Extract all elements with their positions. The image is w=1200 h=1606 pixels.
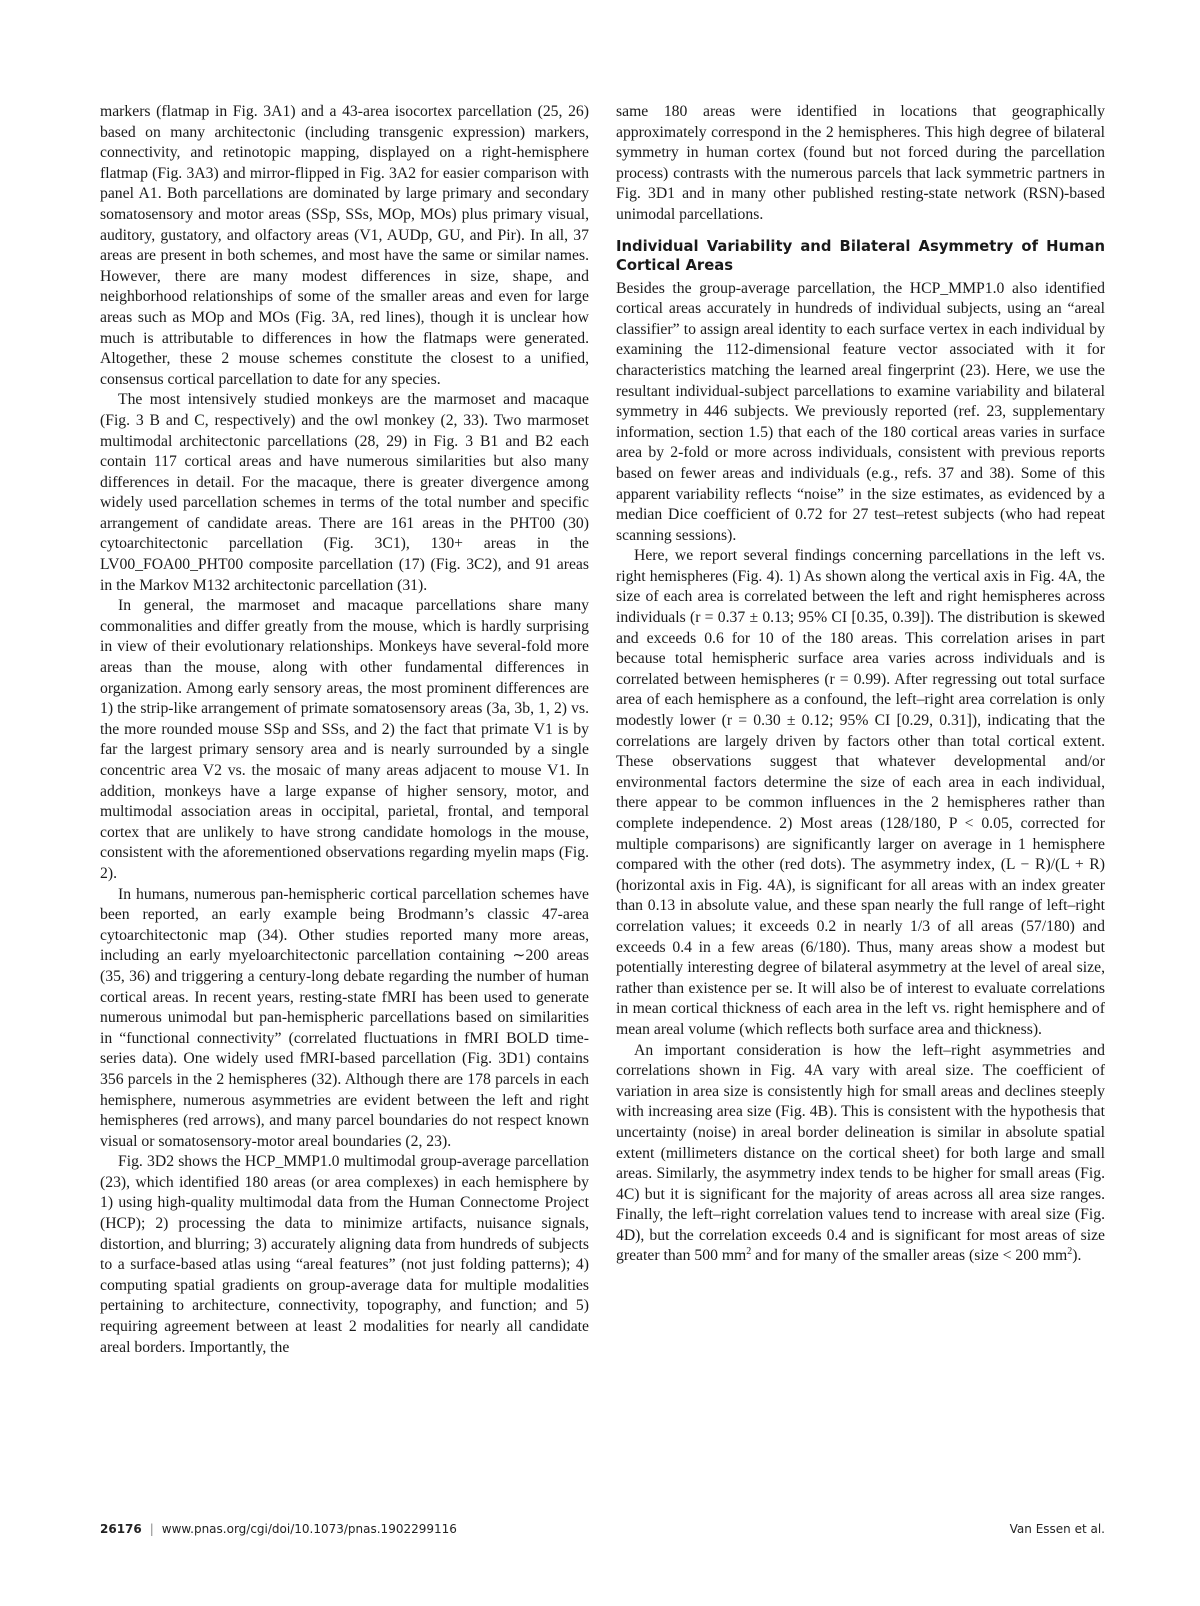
paragraph-monkey-parcellations: The most intensively studied monkeys are the marmoset and macaque (Fig. 3 B and C, respectively) and the owl monkey (2, 33). Two marmoset multimodal architectonic parcellations (28, 29) in Fig. 3 B1 and B2 each contain 117 cortical areas and have numerous similarities but also many differences in detail. For the macaque, there is greater divergence among widely used parcellation schemes in terms of the total number and specific arrangement of candidate areas. There are 161 areas in the PHT00 (30) cytoarchitectonic parcellation (Fig. 3C1), 130+ areas in the LV00_FOA00_PHT00 composite parcellation (17) (Fig. 3C2), and 91 areas in the Markov M132 architectonic parcellation (31). [100, 391, 589, 594]
page-number: 26176 [100, 1522, 142, 1536]
footer-separator: | [149, 1522, 154, 1536]
paragraph-hcp-mmp: Fig. 3D2 shows the HCP_MMP1.0 multimodal group-average parcellation (23), which identified 180 areas (or area complexes) in each hemisphere by 1) using high-quality multimodal data from the Human Connectome Project (HCP); 2) processing the data to minimize artifacts, nuisance signals, distortion, and blurring; 3) accurately aligning data from hundreds of subjects to a surface-based atlas using “areal features” (not just folding patterns); 4) computing spatial gradients on group-average data for multiple modalities pertaining to architecture, connectivity, topography, and function; and 5) requiring agreement between at least 2 modalities for nearly all candidate areal borders. Importantly, the [100, 1153, 589, 1356]
running-authors: Van Essen et al. [1009, 1522, 1105, 1536]
section-heading: Individual Variability and Bilateral Asymmetry of Human Cortical Areas [616, 237, 1105, 274]
paragraph-areal-size [616, 1041, 1105, 1268]
left-column [100, 102, 589, 1358]
paragraph-marmoset-macaque-comparison: In general, the marmoset and macaque parcellations share many commonalities and differ greatly from the mouse, which is hardly surprising in view of their evolutionary relationships. Monkeys have several-fold more areas than the mouse, along with other fundamental differences in organization. Among early sensory areas, the most prominent differences are 1) the strip-like arrangement of primate somatosensory areas (3a, 3b, 1, 2) vs. the more rounded mouse SSp and SSs, and 2) the fact that primate V1 is by far the largest primary sensory area and is nearly surrounded by a single concentric area V2 vs. the mosaic of many areas adjacent to mouse V1. In addition, monkeys have a large expanse of higher sensory, motor, and multimodal association areas in occipital, parietal, frontal, and temporal cortex that are unlikely to have strong candidate homologs in the mouse, consistent with the aforementioned observations regarding myelin maps (Fig. 2). [100, 597, 589, 882]
doi-link[interactable]: www.pnas.org/cgi/doi/10.1073/pnas.1902299116 [161, 1522, 457, 1536]
superscript-2: 2 [1067, 1246, 1073, 1258]
superscript-2: 2 [746, 1246, 752, 1258]
areal-size-text-cont: and for many of the smaller areas (size < 200 mm [751, 1247, 1068, 1265]
page-footer [100, 1522, 1105, 1536]
paragraph-left-right-findings: Here, we report several findings concerning parcellations in the left vs. right hemispheres (Fig. 4). 1) As shown along the vertical axis in Fig. 4A, the size of each area is correlated between the left and right hemispheres across individuals (r = 0.37 ± 0.13; 95% CI [0.35, 0.39]). The distribution is skewed and exceeds 0.6 for 10 of the 180 areas. This correlation arises in part because total hemispheric surface area varies across individuals and is correlated between hemispheres (r = 0.99). After regressing out total surface area of each hemisphere as a confound, the left–right area correlation is only modestly lower (r = 0.30 ± 0.12; 95% CI [0.29, 0.31]), indicating that the correlations are largely driven by factors other than total cortical extent. These observations suggest that whatever developmental and/or environmental factors determine the size of each area in each individual, there appear to be common influences in the 2 hemispheres rather than complete independence. 2) Most areas (128/180, P < 0.05, corrected for multiple comparisons) are significantly larger on average in 1 hemisphere compared with the other (red dots). The asymmetry index, (L − R)/(L + R) (horizontal axis in Fig. 4A), is significant for all areas with an index greater than 0.13 in absolute value, and these span nearly the full range of left–right correlation values; it exceeds 0.2 in nearly 1/3 of all areas (57/180) and exceeds 0.4 in a few areas (6/180). Thus, many areas show a modest but potentially interesting degree of bilateral asymmetry at the level of areal size, rather than existence per se. It will also be of interest to evaluate correlations in mean cortical thickness of each area in the left vs. right hemisphere and of mean areal volume (which reflects both surface area and thickness). [616, 547, 1105, 1038]
right-column [616, 102, 1105, 1267]
paragraph-individual-subjects: Besides the group-average parcellation, the HCP_MMP1.0 also identified cortical areas accurately in hundreds of individual subjects, using an “areal classifier” to assign areal identity to each surface vertex in each individual by examining the 112-dimensional feature vector associated with it for characteristics matching the learned areal fingerprint (23). Here, we use the resultant individual-subject parcellations to examine variability and bilateral symmetry in 446 subjects. We previously reported (ref. 23, supplementary information, section 1.5) that each of the 180 cortical areas varies in surface area by 2-fold or more across individuals, consistent with previous reports based on fewer areas and individuals (e.g., refs. 37 and 38). Some of this apparent variability reflects “noise” in the size estimates, as evidenced by a median Dice coefficient of 0.72 for 27 test–retest subjects (who had repeat scanning sessions). [616, 279, 1105, 544]
areal-size-text: An important consideration is how the left–right asymmetries and correlations shown in Fig. 4A vary with areal size. The coefficient of variation in area size is consistently high for small areas and declines steeply with increasing area size (Fig. 4B). This is consistent with the hypothesis that uncertainty (noise) in areal border delineation is similar in absolute spatial extent (millimeters distance on the cortical sheet) for both large and small areas. Similarly, the asymmetry index tends to be higher for small areas (Fig. 4C) but it is significant for the majority of areas across all area size ranges. Finally, the left–right correlation values tend to increase with areal size (Fig. 4D), but the correlation exceeds 0.4 and is significant for most areas of size greater than 500 mm [616, 1041, 1105, 1265]
areal-size-text-end: ). [1072, 1247, 1082, 1265]
paragraph-human-parcellations: In humans, numerous pan-hemispheric cortical parcellation schemes have been reported, an early example being Brodmann’s classic 47-area cytoarchitectonic map (34). Other studies reported many more areas, including an early myeloarchitectonic parcellation containing ∼200 areas (35, 36) and triggering a century-long debate regarding the number of human cortical areas. In recent years, resting-state fMRI has been used to generate numerous unimodal but pan-hemispheric parcellations based on similarities in “functional connectivity” (correlated fluctuations in fMRI BOLD time-series data). One widely used fMRI-based parcellation (Fig. 3D1) contains 356 parcels in the 2 hemispheres (32). Although there are 178 parcels in each hemisphere, numerous asymmetries are evident between the left and right hemispheres (red arrows), and many parcel boundaries do not respect known visual or somatosensory-motor areal boundaries (2, 23). [100, 885, 589, 1150]
paragraph-bilateral-symmetry: same 180 areas were identified in locations that geographically approximately correspond in the 2 hemispheres. This high degree of bilateral symmetry in human cortex (found but not forced during the parcellation process) contrasts with the numerous parcels that lack symmetric partners in Fig. 3D1 and in many other published resting-state network (RSN)-based unimodal parcellations. [616, 103, 1105, 223]
paragraph-mouse-parcellations: markers (flatmap in Fig. 3A1) and a 43-area isocortex parcellation (25, 26) based on many architectonic (including transgenic expression) markers, connectivity, and retinotopic mapping, displayed on a right-hemisphere flatmap (Fig. 3A3) and mirror-flipped in Fig. 3A2 for easier comparison with panel A1. Both parcellations are dominated by large primary and secondary somatosensory and motor areas (SSp, SSs, MOp, MOs) plus primary visual, auditory, gustatory, and olfactory areas (V1, AUDp, GU, and Pir). In all, 37 areas are present in both schemes, and most have the same or similar names. However, there are many modest differences in size, shape, and neighborhood relationships of some of the smaller areas and even for large areas such as MOp and MOs (Fig. 3A, red lines), though it is unclear how much is attributable to differences in how the flatmaps were generated. Altogether, these 2 mouse schemes constitute the closest to a unified, consensus cortical parcellation to date for any species. [100, 103, 589, 388]
